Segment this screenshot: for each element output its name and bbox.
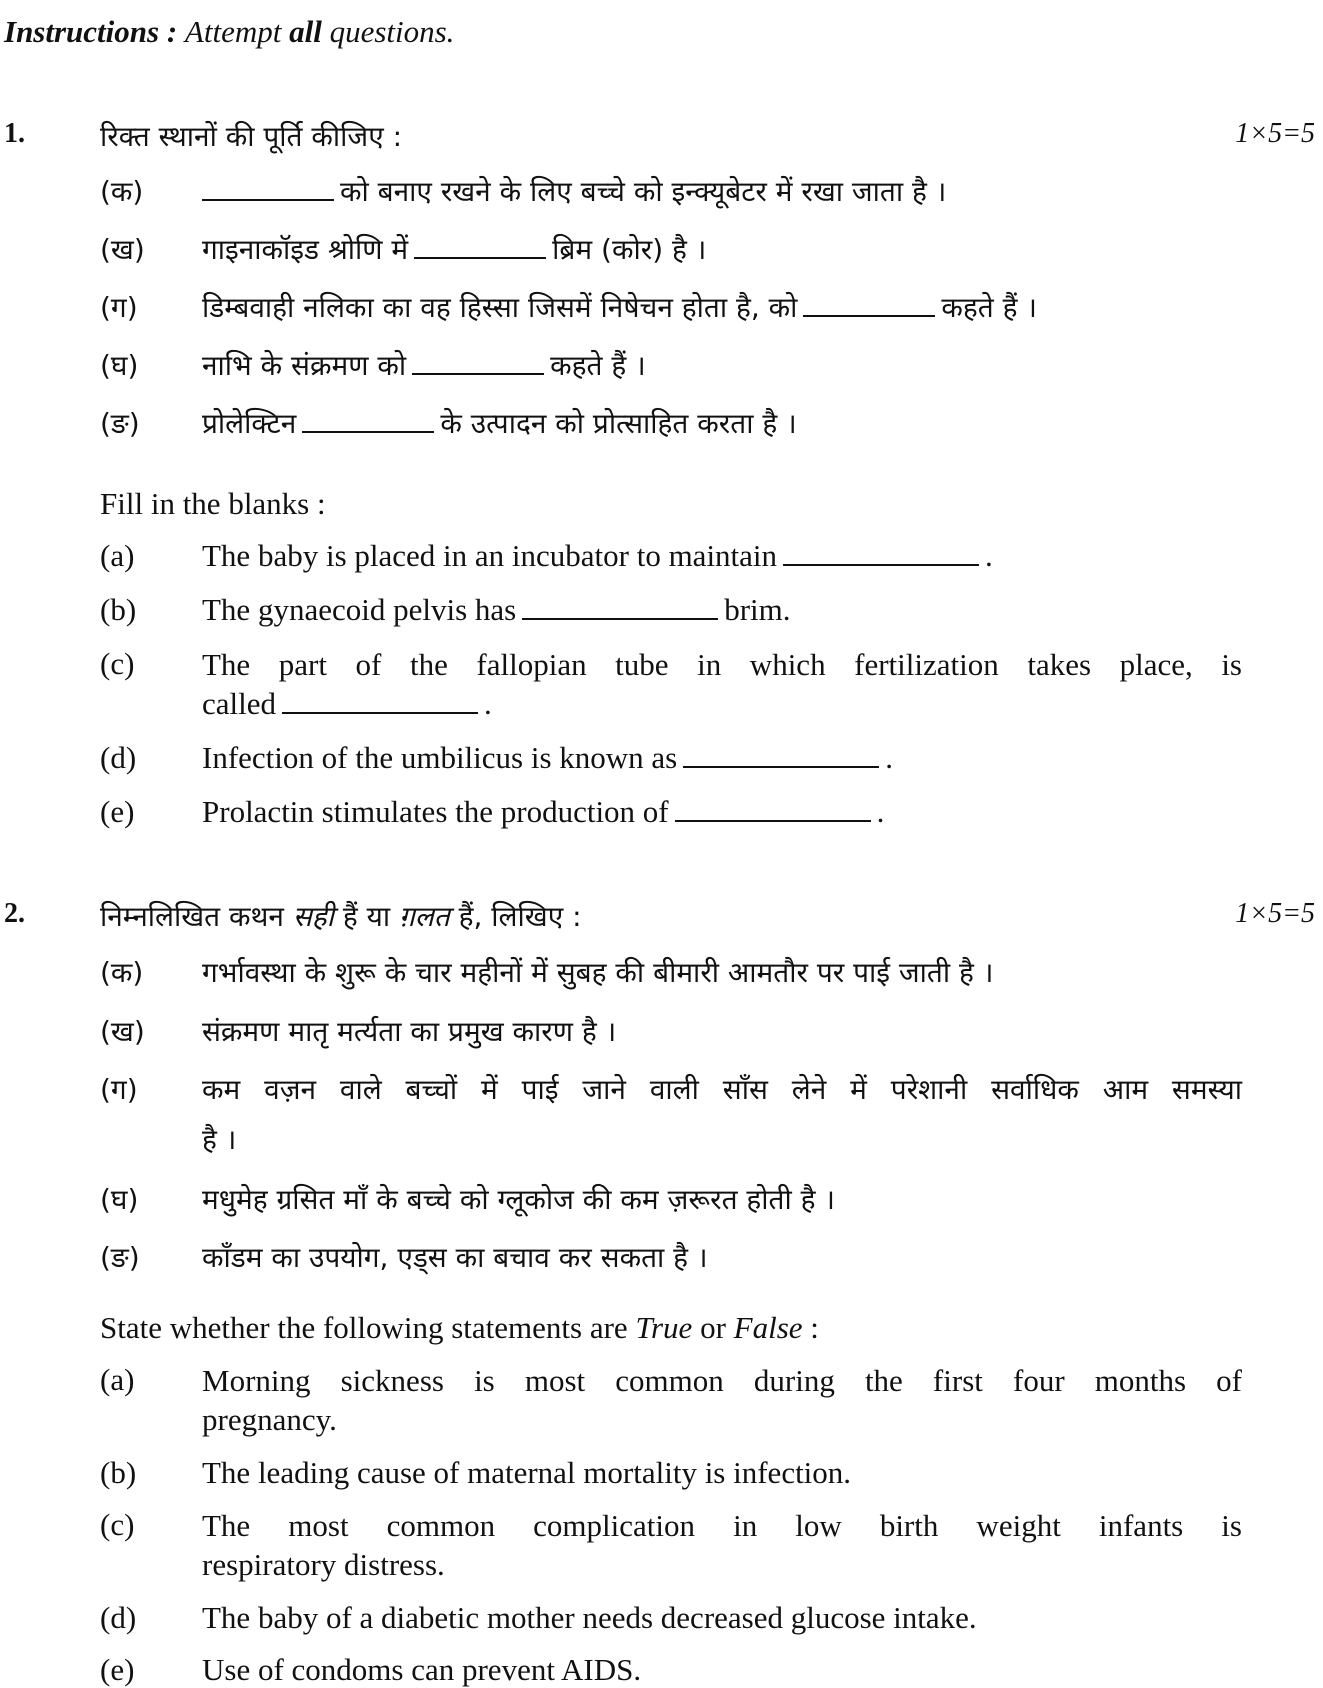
- q2-english-item-label: (e): [100, 1652, 135, 1687]
- blank-line: [803, 314, 935, 317]
- heading-text: or: [700, 1310, 726, 1345]
- heading-text: निम्नलिखित कथन: [100, 900, 284, 933]
- q1-english-item-c-line2: [202, 686, 492, 722]
- q1-hindi-item-text: प्रोलेक्टिन: [202, 407, 297, 440]
- blank-line: [412, 372, 544, 375]
- q2-english-item-d: The baby of a diabetic mother needs decreased glucose intake.: [202, 1600, 977, 1635]
- q1-hindi-item-text: ब्रिम (कोर) है ।: [552, 233, 707, 266]
- instructions-label: Instructions :: [4, 14, 178, 49]
- q2-hindi-item-gha: मधुमेह ग्रसित माँ के बच्चे को ग्लूकोज की कम ज़रूरत होती है ।: [202, 1183, 836, 1216]
- q1-english-item-label: (b): [100, 592, 137, 627]
- q1-english-item-b: [202, 592, 791, 628]
- instructions-text-after: questions.: [329, 14, 455, 49]
- q1-english-item-text: The gynaecoid pelvis has: [202, 592, 517, 627]
- heading-text-false: ग़लत: [399, 900, 450, 933]
- q1-english-item-text: called: [202, 686, 277, 721]
- heading-text: :: [810, 1310, 819, 1345]
- q1-english-item-e: [202, 794, 884, 830]
- q2-english-item-label: (b): [100, 1455, 137, 1490]
- blank-line: [675, 819, 871, 822]
- q2-hindi-item-ga-line2: है ।: [202, 1123, 237, 1156]
- q1-hindi-item-label: (ग): [100, 291, 138, 324]
- q1-hindi-item-ga: [202, 288, 1037, 326]
- q1-hindi-item-nga: [202, 404, 797, 442]
- q2-english-item-b: The leading cause of maternal mortality is infection.: [202, 1455, 852, 1490]
- q1-english-item-text: .: [985, 538, 993, 573]
- q2-hindi-item-label: (ख): [100, 1015, 145, 1048]
- heading-text-false: False: [733, 1310, 803, 1345]
- heading-text-true: True: [635, 1310, 693, 1345]
- q1-english-item-c-line1: The part of the fallopian tube in which fertilization takes place, is: [202, 647, 1242, 682]
- q1-hindi-item-text: के उत्पादन को प्रोत्साहित करता है ।: [440, 407, 797, 440]
- q1-english-item-text: .: [876, 794, 885, 829]
- q2-hindi-item-label: (ङ): [100, 1241, 140, 1274]
- question-2-hindi-heading: [100, 897, 582, 935]
- question-1-hindi-heading: रिक्त स्थानों की पूर्ति कीजिए :: [100, 120, 403, 153]
- q1-hindi-item-text: डिम्बवाही नलिका का वह हिस्सा जिसमें निषेचन होता है, को: [202, 291, 798, 324]
- q1-english-item-text: brim.: [724, 592, 791, 627]
- blank-line: [302, 430, 434, 433]
- blank-line: [522, 617, 718, 620]
- q1-english-item-a: [202, 538, 993, 574]
- blank-line: [202, 198, 334, 201]
- q2-hindi-item-label: (ग): [100, 1073, 138, 1106]
- question-2-marks: 1×5=5: [1235, 898, 1315, 929]
- q1-hindi-item-ka: [202, 172, 946, 210]
- q1-english-item-text: The baby is placed in an incubator to maintain: [202, 538, 778, 573]
- q1-hindi-item-kha: [202, 230, 706, 268]
- q2-english-item-label: (c): [100, 1507, 135, 1542]
- q1-english-item-label: (a): [100, 538, 135, 573]
- q1-hindi-item-label: (ङ): [100, 407, 140, 440]
- q2-english-item-e: Use of condoms can prevent AIDS.: [202, 1652, 642, 1687]
- q1-hindi-item-text: गाइनाकॉइड श्रोणि में: [202, 233, 409, 266]
- q2-hindi-item-ga-line1: कम वज़न वाले बच्चों में पाई जाने वाली साँस लेने में परेशानी सर्वाधिक आम समस्या: [202, 1073, 1242, 1106]
- q2-hindi-item-nga: काँडम का उपयोग, एड्स का बचाव कर सकता है ।: [202, 1241, 708, 1274]
- heading-text-true: सही: [292, 900, 334, 933]
- q1-hindi-item-label: (घ): [100, 349, 139, 382]
- q2-english-item-c-line1: The most common complication in low birth weight infants is: [202, 1508, 1242, 1543]
- question-2-english-heading: [100, 1310, 819, 1346]
- q1-english-item-label: (e): [100, 794, 135, 829]
- question-1-marks: 1×5=5: [1235, 118, 1315, 149]
- q1-hindi-item-text: कहते हैं ।: [941, 291, 1038, 324]
- instructions-text-before: Attempt: [184, 14, 282, 49]
- q2-english-item-a-line2: pregnancy.: [202, 1402, 337, 1437]
- q1-english-item-text: Infection of the umbilicus is known as: [202, 740, 678, 775]
- q1-english-item-label: (c): [100, 646, 135, 681]
- q1-hindi-item-label: (ख): [100, 233, 145, 266]
- q1-english-item-label: (d): [100, 740, 137, 775]
- q2-hindi-item-kha: संक्रमण मातृ मर्त्यता का प्रमुख कारण है ।: [202, 1015, 617, 1048]
- heading-text: State whether the following statements are: [100, 1310, 628, 1345]
- q2-hindi-item-ka: गर्भावस्था के शुरू के चार महीनों में सुबह की बीमारी आमतौर पर पाई जाती है ।: [202, 956, 994, 989]
- q1-hindi-item-text: को बनाए रखने के लिए बच्चे को इन्क्यूबेटर में रखा जाता है ।: [340, 175, 947, 208]
- instructions-text-bold: all: [289, 14, 322, 49]
- blank-line: [414, 256, 546, 259]
- q1-hindi-item-label: (क): [100, 175, 144, 208]
- q1-hindi-item-text: नाभि के संक्रमण को: [202, 349, 407, 382]
- heading-text: हैं, लिखिए :: [458, 900, 582, 933]
- q2-english-item-c-line2: respiratory distress.: [202, 1547, 445, 1582]
- question-1-number: 1.: [4, 118, 25, 149]
- question-2-number: 2.: [4, 898, 25, 929]
- question-1-english-heading: Fill in the blanks :: [100, 486, 326, 521]
- q2-hindi-item-label: (क): [100, 956, 144, 989]
- blank-line: [282, 711, 478, 714]
- q2-english-item-label: (d): [100, 1600, 137, 1635]
- blank-line: [683, 765, 879, 768]
- heading-text: हैं या: [342, 900, 391, 933]
- q2-hindi-item-label: (घ): [100, 1183, 139, 1216]
- q1-english-item-d: [202, 740, 893, 776]
- q1-english-item-text: Prolactin stimulates the production of: [202, 794, 669, 829]
- q1-hindi-item-gha: [202, 346, 646, 384]
- instructions-line: [4, 14, 454, 50]
- blank-line: [783, 563, 979, 566]
- q1-english-item-text: .: [484, 686, 492, 721]
- q2-english-item-a-line1: Morning sickness is most common during the first four months of: [202, 1363, 1242, 1398]
- q1-hindi-item-text: कहते हैं ।: [550, 349, 646, 382]
- q2-english-item-label: (a): [100, 1362, 135, 1397]
- q1-english-item-text: .: [885, 740, 893, 775]
